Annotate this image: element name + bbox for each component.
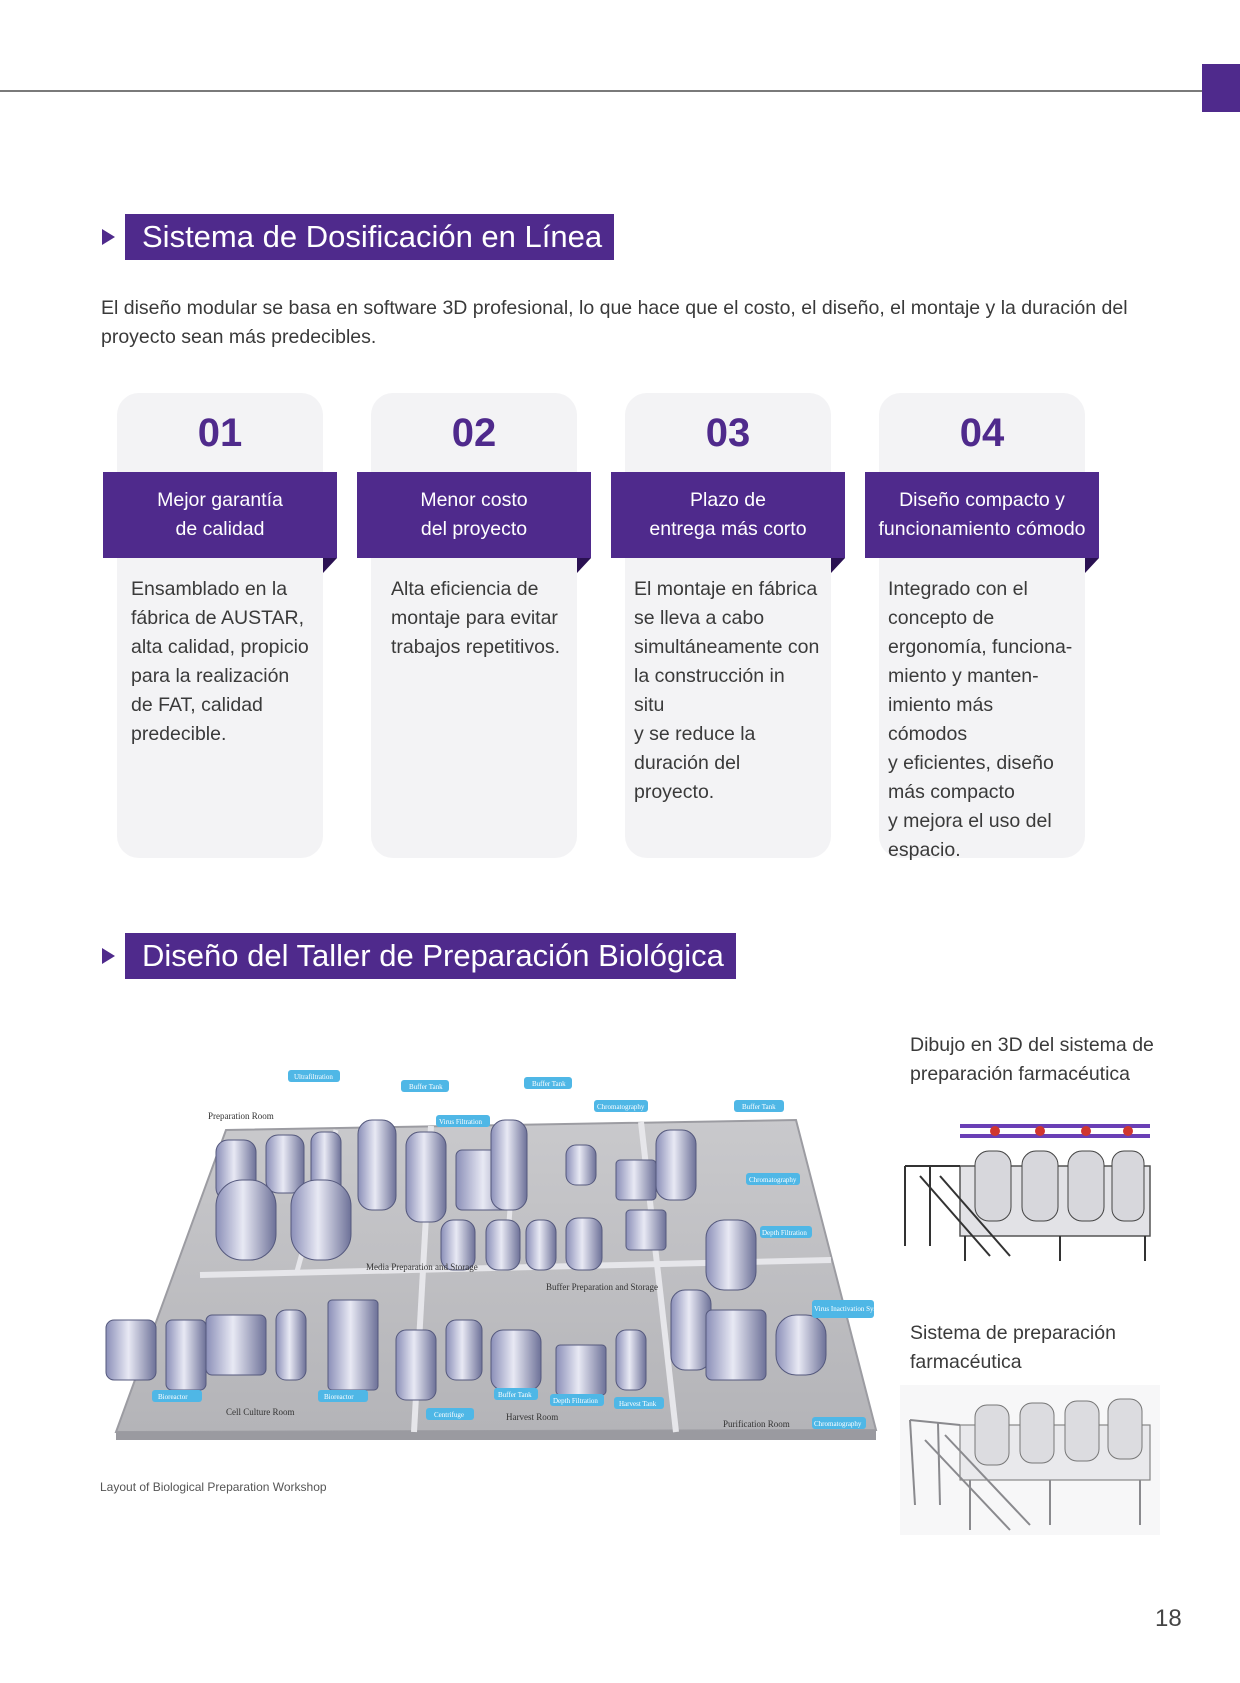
triangle-bullet-icon bbox=[102, 948, 115, 964]
section-title: Sistema de Dosificación en Línea bbox=[125, 214, 614, 260]
triangle-bullet-icon bbox=[102, 229, 115, 245]
corner-tab bbox=[1202, 64, 1240, 112]
feature-card-1 bbox=[117, 393, 323, 858]
room-label: Purification Room bbox=[723, 1419, 790, 1429]
layout-caption: Layout of Biological Preparation Workshop bbox=[100, 1480, 327, 1494]
equipment-tag: Buffer Tank bbox=[498, 1391, 532, 1399]
equipment-tag: Bioreactor bbox=[324, 1393, 354, 1401]
room-label: Media Preparation and Storage bbox=[366, 1262, 478, 1272]
equipment-tag: Depth Filtration bbox=[762, 1229, 807, 1237]
equipment-tag: Chromatography bbox=[749, 1176, 797, 1184]
room-label: Cell Culture Room bbox=[226, 1407, 295, 1417]
card-title: Diseño compacto y funcionamiento cómodo bbox=[865, 472, 1099, 558]
equipment-tag: Buffer Tank bbox=[409, 1083, 443, 1091]
card-body: El montaje en fábrica se lleva a cabo simultáneamente con la construcción in situ y se reduce la duración del proyecto. bbox=[634, 578, 820, 803]
side-label-system: Sistema de preparación farmacéutica bbox=[910, 1322, 1116, 1373]
card-body: Alta eficiencia de montaje para evitar trabajos repetitivos. bbox=[391, 578, 561, 658]
card-title: Plazo de entrega más corto bbox=[611, 472, 845, 558]
workshop-layout-image bbox=[96, 1060, 887, 1440]
feature-card-4 bbox=[878, 393, 1086, 861]
equipment-tag: Buffer Tank bbox=[532, 1080, 566, 1088]
top-rule bbox=[0, 90, 1202, 92]
equipment-tag: Centrifuge bbox=[434, 1411, 464, 1419]
room-label: Harvest Room bbox=[506, 1412, 559, 1422]
room-label: Buffer Preparation and Storage bbox=[546, 1282, 659, 1292]
card-title: Mejor garantía de calidad bbox=[103, 472, 337, 558]
ribbon-fold bbox=[831, 558, 845, 573]
equipment-tag: Bioreactor bbox=[158, 1393, 188, 1401]
side-label-3d-drawing: Dibujo en 3D del sistema de preparación farmacéutica bbox=[910, 1034, 1154, 1085]
section-title: Diseño del Taller de Preparación Biológica bbox=[125, 933, 736, 979]
equipment-tag: Chromatography bbox=[814, 1420, 862, 1428]
equipment-tag: Depth Filtration bbox=[553, 1397, 598, 1405]
card-number: 02 bbox=[451, 411, 497, 455]
equipment-tag: Virus Filtration bbox=[439, 1118, 482, 1126]
card-number: 03 bbox=[705, 411, 751, 455]
page-number: 18 bbox=[1155, 1605, 1182, 1632]
card-body: Integrado con el concepto de ergonomía, funciona- miento y manten- imiento más cómodos y eficientes, diseño más compacto y mejora el uso del espacio. bbox=[888, 578, 1073, 861]
card-number: 01 bbox=[197, 411, 243, 455]
room-label: Preparation Room bbox=[208, 1111, 274, 1121]
card-title: Menor costo del proyecto bbox=[357, 472, 591, 558]
ribbon-fold bbox=[1085, 558, 1099, 573]
system-photo bbox=[900, 1385, 1160, 1535]
ribbon-fold bbox=[577, 558, 591, 573]
equipment-tag: Ultrafiltration bbox=[294, 1073, 333, 1081]
equipment-tag: Buffer Tank bbox=[742, 1103, 776, 1111]
section-header-dosificacion bbox=[102, 214, 614, 260]
section-header-taller bbox=[102, 933, 736, 979]
intro-paragraph: El diseño modular se basa en software 3D profesional, lo que hace que el costo, el diseño, el montaje y la duración del proyecto sean más predecibles. bbox=[101, 297, 1128, 348]
equipment-tag: Chromatography bbox=[597, 1103, 645, 1111]
feature-card-3 bbox=[625, 393, 831, 858]
feature-card-2 bbox=[371, 393, 577, 858]
equipment-tag: Virus Inactivation System bbox=[814, 1305, 887, 1313]
card-number: 04 bbox=[959, 411, 1005, 455]
3d-system-image bbox=[900, 1096, 1160, 1266]
card-body: Ensamblado en la fábrica de AUSTAR, alta calidad, propicio para la realización de FAT, calidad predecible. bbox=[131, 578, 309, 745]
equipment-tag: Harvest Tank bbox=[619, 1400, 657, 1408]
ribbon-fold bbox=[323, 558, 337, 573]
